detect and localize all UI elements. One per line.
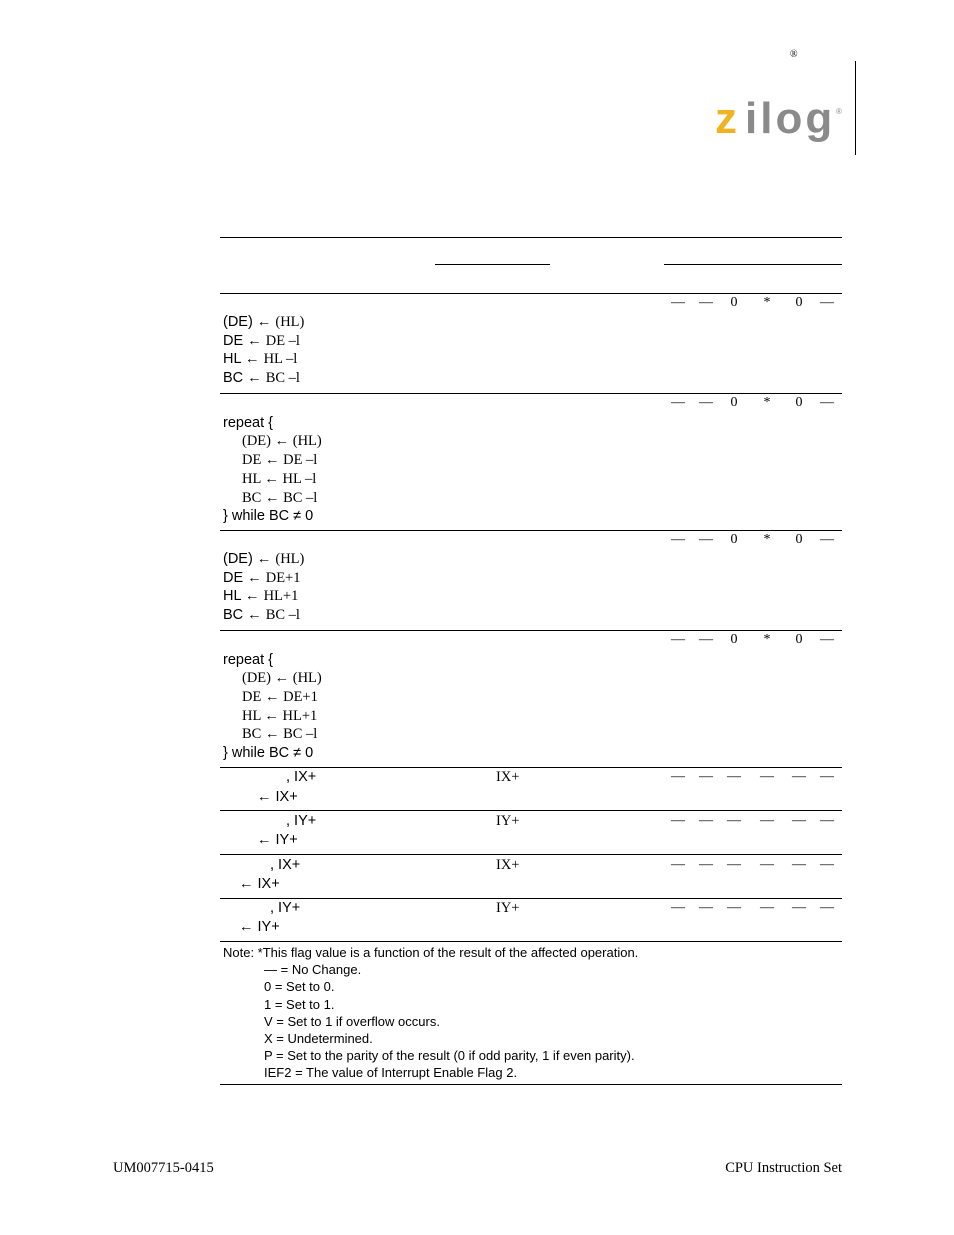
flag-c: —	[820, 857, 834, 872]
note-item: P = Set to the parity of the result (0 if odd parity, 1 if even parity).	[264, 1048, 635, 1064]
flag-n: 0	[795, 295, 803, 310]
row-divider	[220, 810, 842, 811]
flag-c: —	[820, 813, 834, 828]
note-item: IEF2 = The value of Interrupt Enable Flag 2.	[264, 1065, 518, 1081]
operation-line: } while BC ≠ 0	[223, 508, 314, 524]
row-divider	[220, 854, 842, 855]
operation-line: (DE) ← (HL)	[242, 433, 322, 449]
flag-n: 0	[795, 395, 803, 410]
operation-line: DE ← DE+1	[223, 570, 301, 586]
operation-line: , IX+	[286, 769, 317, 785]
zilog-logo	[715, 100, 845, 160]
operation-line: DE ← DE+1	[242, 689, 318, 705]
flag-pv: *	[763, 295, 771, 310]
note-item: X = Undetermined.	[264, 1031, 373, 1047]
flag-z: —	[699, 813, 713, 828]
operation-line: , IY+	[286, 813, 317, 829]
flag-s: —	[671, 532, 685, 547]
flag-c: —	[820, 395, 834, 410]
table-header-rule	[220, 293, 842, 294]
footer-section: CPU Instruction Set	[725, 1160, 842, 1176]
operation-line: HL ← HL+1	[223, 588, 299, 604]
flag-z: —	[699, 395, 713, 410]
row-divider	[220, 393, 842, 394]
flag-z: —	[699, 632, 713, 647]
row-divider	[220, 898, 842, 899]
flag-pv: *	[763, 532, 771, 547]
operation-line: ← IX+	[257, 789, 298, 805]
table-bottom-rule	[220, 1084, 842, 1085]
opcode-cell: IX+	[496, 857, 520, 873]
flag-s: —	[671, 857, 685, 872]
flag-pv: —	[760, 857, 774, 872]
opcode-header-rule	[435, 264, 550, 265]
flag-h: —	[727, 900, 741, 915]
flags-header-rule	[664, 264, 842, 265]
opcode-cell: IY+	[496, 813, 520, 829]
operation-line: HL ← HL –l	[223, 351, 298, 367]
registered-mark: ®	[790, 49, 798, 60]
operation-line: BC ← BC –l	[223, 607, 300, 623]
note-item: 0 = Set to 0.	[264, 979, 335, 995]
operation-line: } while BC ≠ 0	[223, 745, 314, 761]
flag-z: —	[699, 857, 713, 872]
flag-c: —	[820, 295, 834, 310]
note-item: 1 = Set to 1.	[264, 996, 335, 1012]
flag-z: —	[699, 295, 713, 310]
flag-h: —	[727, 769, 741, 784]
flag-z: —	[699, 769, 713, 784]
operation-line: (DE) ← (HL)	[242, 670, 322, 686]
note-item: — = No Change.	[264, 962, 362, 978]
svg-text:ilog: ilog	[745, 100, 836, 143]
operation-line: repeat {	[223, 415, 273, 431]
operation-line: DE ← DE –l	[242, 452, 318, 468]
row-divider	[220, 941, 842, 942]
note-first-line: Note: *This flag value is a function of the result of the affected operation.	[223, 945, 639, 960]
operation-line: HL ← HL –l	[242, 471, 317, 487]
flag-n: 0	[795, 532, 803, 547]
note-item: V = Set to 1 if overflow occurs.	[264, 1013, 440, 1029]
flag-pv: *	[763, 395, 771, 410]
flag-n: —	[792, 857, 806, 872]
flag-n: —	[792, 900, 806, 915]
notes-block	[223, 944, 638, 1082]
opcode-cell: IY+	[496, 900, 520, 916]
operation-line: ← IY+	[239, 919, 280, 935]
operation-line: BC ← BC –l	[223, 370, 300, 386]
flag-h: —	[727, 857, 741, 872]
operation-line: (DE) ← (HL)	[223, 551, 305, 567]
flag-pv: —	[760, 813, 774, 828]
row-divider	[220, 530, 842, 531]
flag-h: 0	[730, 395, 738, 410]
footer-doc-id: UM007715-0415	[113, 1160, 214, 1176]
svg-text:z: z	[715, 100, 737, 143]
flag-s: —	[671, 395, 685, 410]
table-top-rule	[220, 237, 842, 238]
flag-c: —	[820, 532, 834, 547]
flag-s: —	[671, 813, 685, 828]
flag-z: —	[699, 532, 713, 547]
row-divider	[220, 630, 842, 631]
operation-line: HL ← HL+1	[242, 708, 318, 724]
flag-pv: —	[760, 769, 774, 784]
flag-n: —	[792, 769, 806, 784]
operation-line: ← IY+	[257, 832, 298, 848]
flag-s: —	[671, 769, 685, 784]
flag-n: —	[792, 813, 806, 828]
flag-h: 0	[730, 532, 738, 547]
flag-z: —	[699, 900, 713, 915]
flag-s: —	[671, 900, 685, 915]
operation-line: BC ← BC –l	[242, 490, 318, 506]
opcode-cell: IX+	[496, 769, 520, 785]
header-divider	[855, 61, 856, 155]
svg-text:®: ®	[836, 107, 842, 116]
operation-line: BC ← BC –l	[242, 726, 318, 742]
flag-n: 0	[795, 632, 803, 647]
flag-pv: *	[763, 632, 771, 647]
operation-line: , IX+	[270, 857, 301, 873]
flag-c: —	[820, 900, 834, 915]
flag-h: —	[727, 813, 741, 828]
flag-s: —	[671, 295, 685, 310]
flag-s: —	[671, 632, 685, 647]
operation-line: DE ← DE –l	[223, 333, 300, 349]
operation-line: (DE) ← (HL)	[223, 314, 305, 330]
operation-line: ← IX+	[239, 876, 280, 892]
flag-c: —	[820, 632, 834, 647]
flag-c: —	[820, 769, 834, 784]
flag-h: 0	[730, 632, 738, 647]
operation-line: repeat {	[223, 652, 273, 668]
flag-pv: —	[760, 900, 774, 915]
flag-h: 0	[730, 295, 738, 310]
operation-line: , IY+	[270, 900, 301, 916]
